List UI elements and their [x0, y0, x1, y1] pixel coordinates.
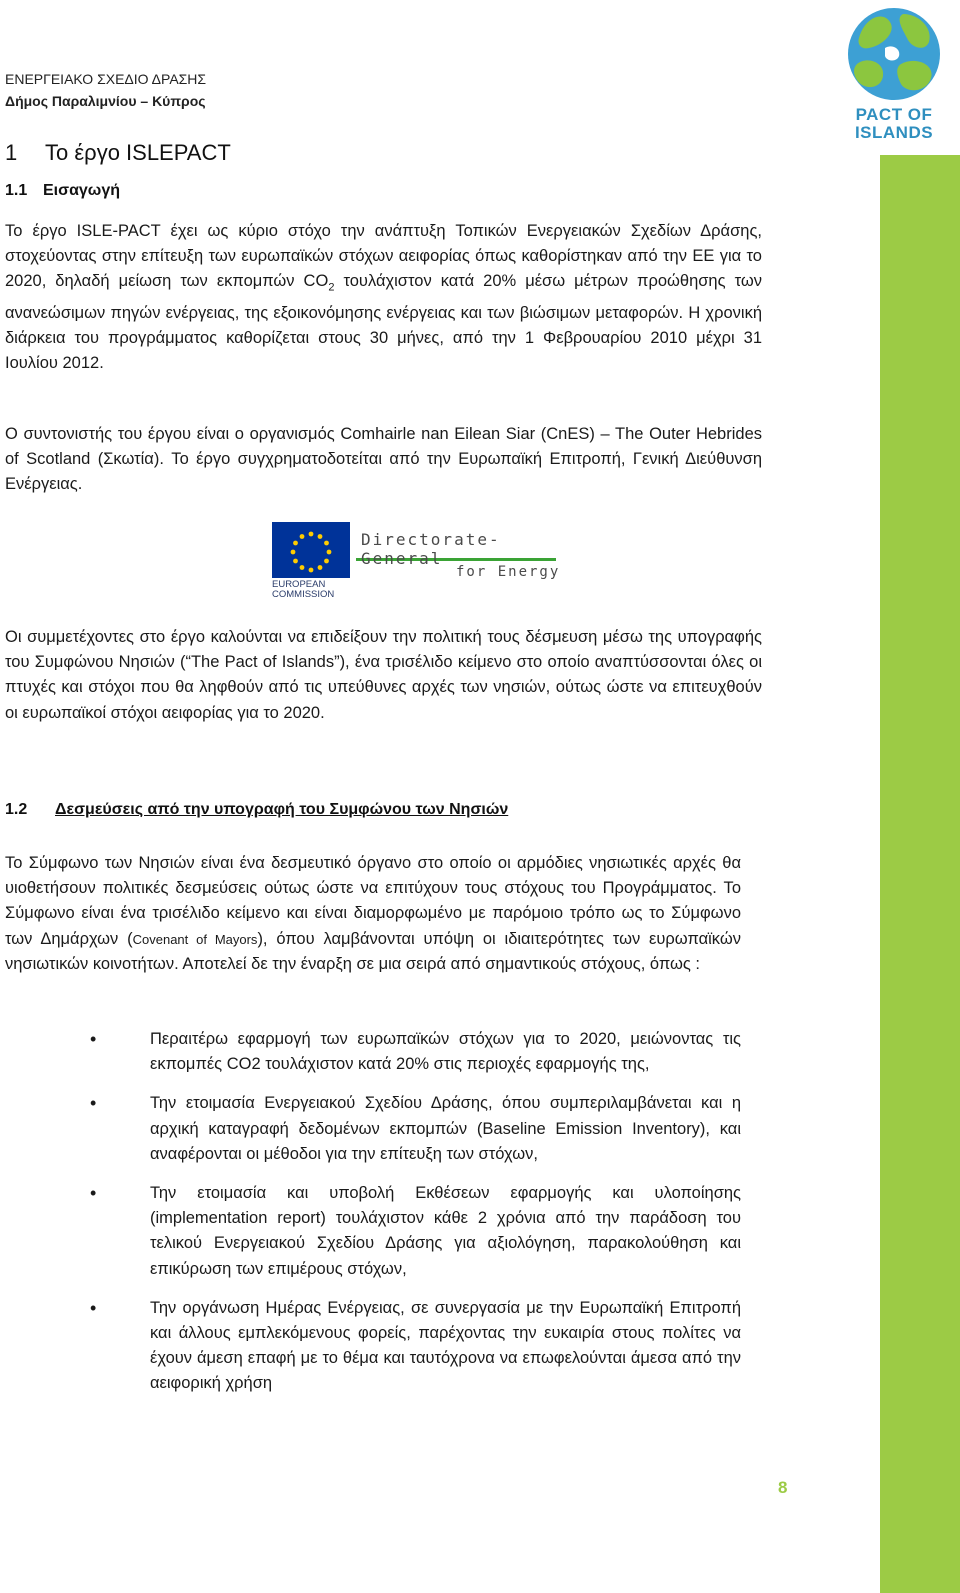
intro-paragraph-1: [5, 219, 762, 377]
header-title: ΕΝΕΡΓΕΙΑΚΟ ΣΧΕΔΙΟ ΔΡΑΣΗΣ: [5, 71, 207, 87]
bullet-text: Την ετοιμασία και υποβολή Εκθέσεων εφαρμογής και υλοποίησης (implementation report) τουλάχιστον κάθε 2 χρόνια από την παράδοση του τελικού Ενεργειακού Σχεδίου Δράσης για αξιολόγηση, παρακολούθηση και επικύρωση των επιμέρους στόχων,: [150, 1184, 741, 1278]
dg-line2: for Energy: [456, 564, 561, 580]
sidebar-green-bar: [880, 155, 960, 1593]
document-header: [5, 68, 206, 112]
section-1-1-heading: [5, 182, 120, 200]
section-1-2-heading: [5, 801, 508, 819]
logo-text-line2: ISLANDS: [854, 123, 934, 142]
section-1-heading: [5, 140, 231, 166]
bullet-icon: •: [90, 1183, 97, 1204]
list-item: [5, 1027, 741, 1077]
list-item: [5, 1181, 741, 1282]
bullet-text: Την οργάνωση Ημέρας Ενέργειας, σε συνεργασία με την Ευρωπαϊκή Επιτροπή και άλλους εμπλεκόμενους φορείς, παρέχοντας την ευκαιρία στους πολίτες να έχουν άμεση επαφή με το θέμα και ταυτόχρονα να επωφελούνται άμεσα από την αειφορική χρήση: [150, 1298, 741, 1393]
pact-paragraph-text: Το Σύμφωνο των Νησιών είναι ένα δεσμευτικό όργανο στο οποίο οι αρμόδιες νησιωτικές αρχές θα υιοθετήσουν πολιτικές δεσμεύσεις ούτως ώστε να επιτύχουν τους στόχους του Προγράμματος. Το Σύμφωνο είναι ένα τρισέλιδο κείμενο και είναι διαμορφωμένο με παρόμοιο τρόπο ως το Σύμφωνο των Δημάρχων (: [5, 854, 741, 948]
list-item: [5, 1091, 741, 1167]
islands-emblem-icon: [845, 4, 943, 104]
list-item: [5, 1296, 741, 1397]
pact-paragraph: [5, 851, 741, 977]
intro-paragraph-2: Ο συντονιστής του έργου είναι ο οργανισμός Comhairle nan Eilean Siar (CnES) – The Outer Hebrides of Scotland (Σκωτία). Το έργο συγχρηματοδοτείται από την Ευρωπαϊκή Επιτροπή, Γενική Διεύθυνση Ενέργειας.: [5, 425, 762, 494]
goals-bullet-list: [5, 1027, 741, 1407]
pact-paragraph-text-cont: ), όπου λαμβάνονται υπόψη οι ιδιαιτερότητες των ευρωπαϊκών νησιωτικών κοινοτήτων. Αποτελεί δε την έναρξη σε μια σειρά από σημαντικούς στόχους, όπως :: [5, 929, 741, 973]
bullet-text: Την ετοιμασία Ενεργειακού Σχεδίου Δράσης, όπου συμπεριλαμβάνεται και η αρχική καταγραφή δεδομένων εκπομπών (Baseline Emission Inventory), και αναφέρονται οι μέθοδοι για την επίτευξη των στόχων,: [150, 1094, 741, 1163]
bullet-icon: •: [90, 1093, 97, 1114]
participants-paragraph: Οι συμμετέχοντες στο έργο καλούνται να επιδείξουν την πολιτική τους δέσμευση μέσω της υπογραφής του Συμφώνου Νησιών (“The Pact of Islands”), ένα τρισέλιδο κείμενο στο οποίο αναπτύσσονται όλες οι πτυχές και στόχοι που θα ληφθούν από τις υπεύθυνες αρχές των νησιών, ούτως ώστε να επιτευχθούν οι ευρωπαϊκοί στόχοι αειφορίας για το 2020.: [5, 628, 762, 722]
logo-text-line1: PACT OF: [855, 105, 933, 124]
co2-subscript: 2: [328, 281, 335, 294]
section-1-2-title: Δεσμεύσεις από την υπογραφή του Συμφώνου των Νησιών: [55, 801, 509, 818]
section-1-1-number: 1.1: [5, 182, 28, 199]
pact-of-islands-logo: [845, 4, 943, 144]
eu-dg-energy-logo: [272, 522, 572, 600]
eu-org-line1: EUROPEAN: [272, 579, 326, 590]
bullet-icon: •: [90, 1297, 97, 1318]
intro-paragraph-1-text-cont: τουλάχιστον κατά 20% μέσω μέτρων προώθησης των ανανεώσιμων πηγών ενέργειας, της εξοικονόμησης ενέργειας και των βιώσιμων μεταφορών. Η χρονική διάρκεια του προγράμματος καθορίζεται στους 30 μήνες, από την 1 Φεβρουαρίου 2010 μέχρι 31 Ιουλίου 2012.: [5, 272, 762, 373]
intro-paragraph-1-text: Το έργο ISLE-PACT έχει ως κύριο στόχο την ανάπτυξη Τοπικών Ενεργειακών Σχεδίων Δράσης, στοχεύοντας στην επίτευξη των ευρωπαϊκών στόχων αειφορίας όπως καθορίστηκαν από την ΕΕ για το 2020, δηλαδή μείωση των εκπομπών CO: [5, 222, 762, 291]
covenant-of-mayors-text: Covenant of Mayors: [132, 931, 258, 947]
eu-org-line2: COMMISSION: [272, 589, 335, 600]
header-subtitle: Δήμος Παραλιμνίου – Κύπρος: [5, 93, 206, 109]
bullet-text: Περαιτέρω εφαρμογή των ευρωπαϊκών στόχων για το 2020, μειώνοντας τις εκπομπές CO2 τουλάχιστον κατά 20% στις περιοχές εφαρμογής της,: [150, 1030, 741, 1074]
dg-line1: Directorate-General: [361, 530, 501, 568]
section-1-2-number: 1.2: [5, 801, 28, 818]
section-1-number: 1: [5, 140, 18, 165]
section-1-title: Το έργο ISLEPACT: [45, 140, 231, 165]
page-number: 8: [778, 1478, 788, 1497]
section-1-1-title: Εισαγωγή: [43, 182, 120, 199]
bullet-icon: •: [90, 1029, 97, 1049]
